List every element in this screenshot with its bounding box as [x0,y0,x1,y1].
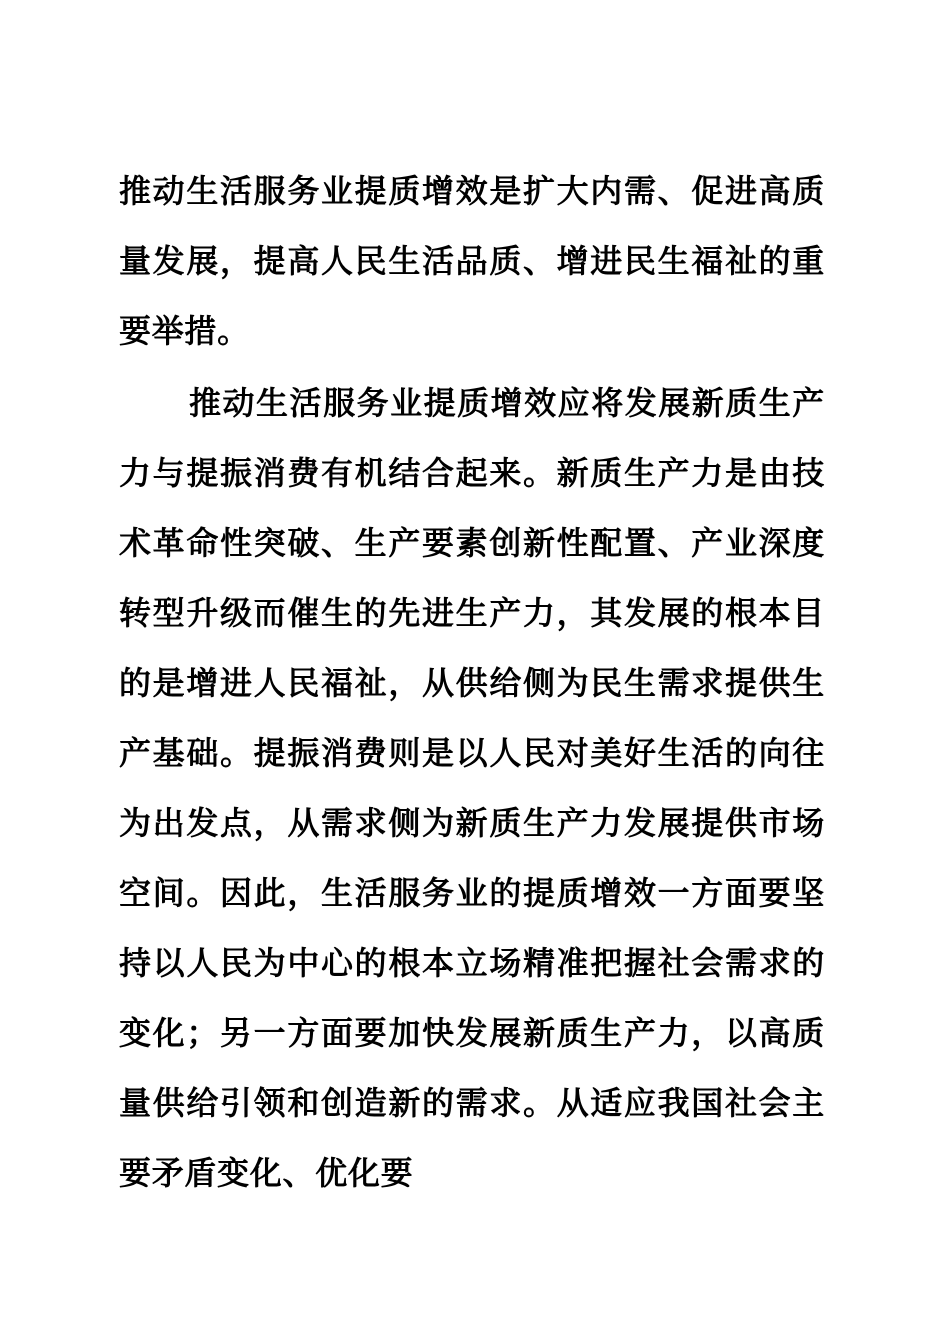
document-body [119,156,825,1210]
paragraph-1: 推动生活服务业提质增效是扩大内需、促进高质量发展，提高人民生活品质、增进民生福祉的重要举措。 [119,172,825,350]
paragraph-2: 推动生活服务业提质增效应将发展新质生产力与提振消费有机结合起来。新质生产力是由技术革命性突破、生产要素创新性配置、产业深度转型升级而催生的先进生产力，其发展的根本目的是增进人民福祉，从供给侧为民生需求提供生产基础。提振消费则是以人民对美好生活的向往为出发点，从需求侧为新质生产力发展提供市场空间。因此，生活服务业的提质增效一方面要坚持以人民为中心的根本立场精准把握社会需求的变化；另一方面要加快发展新质生产力，以高质量供给引领和创造新的需求。从适应我国社会主要矛盾变化、优化要 [119,384,825,1192]
